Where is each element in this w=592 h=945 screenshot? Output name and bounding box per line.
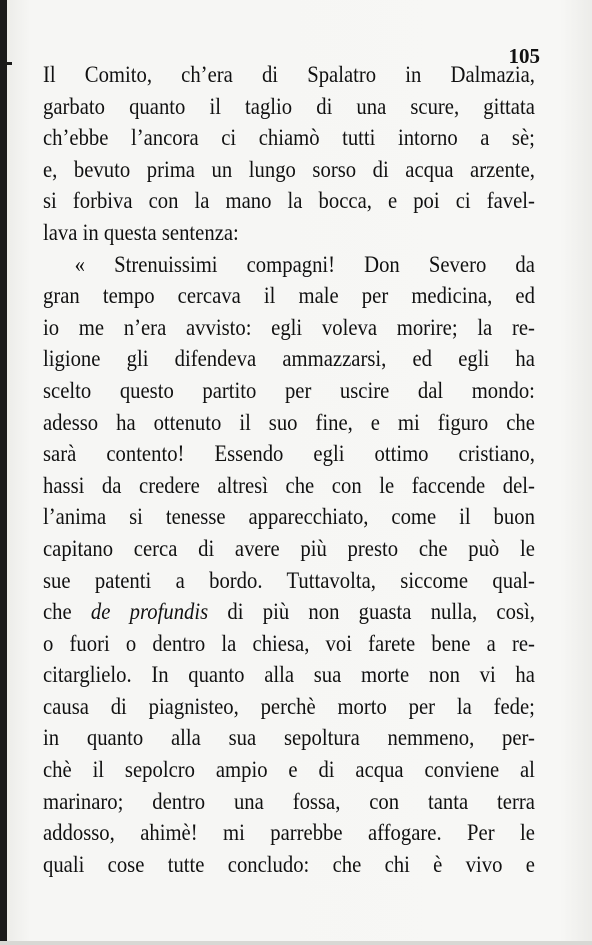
text-line: e, bevuto prima un lungo sorso di acqua arzente, [43,156,535,183]
text-line: marinaro; dentro una fossa, con tanta terra [43,788,535,815]
text-line: « Strenuissimi compagni! Don Severo da [74,251,535,278]
text-line: adesso ha ottenuto il suo fine, e mi figuro che [43,409,535,436]
text-line: addosso, ahimè! mi parrebbe affogare. Per le [43,820,535,847]
text-line: ch’ebbe l’ancora ci chiamò tutti intorno a sè; [43,125,535,152]
text-line: chè il sepolcro ampio e di acqua conviene al [43,757,535,784]
text-line: si forbiva con la mano la bocca, e poi ci favel- [43,188,535,215]
text-line: io me n’era avvisto: egli voleva morire; la re- [43,314,535,341]
text-line: in quanto alla sua sepoltura nemmeno, per- [43,725,535,752]
page-bottom-edge [0,941,592,945]
text-line: capitano cerca di avere più presto che può le [43,535,535,562]
body-text [43,60,535,881]
text-line-with-italic [43,597,535,629]
text-line: citarglielo. In quanto alla sua morte non vi ha [43,662,535,689]
text-line: garbato quanto il taglio di una scure, gittata [43,93,535,120]
italic-phrase: de profundis [90,599,209,626]
page-binding-mark [7,62,12,65]
page-binding-edge [0,0,7,945]
text-segment: di più non guasta nulla, così, [208,599,535,626]
text-line: o fuori o dentro la chiesa, voi farete bene a re- [43,630,535,657]
text-line: quali cose tutte concludo: che chi è vivo e [43,851,535,878]
text-line: gran tempo cercava il male per medicina, ed [43,283,535,310]
text-line: l’anima si tenesse apparecchiato, come il buon [43,504,535,531]
text-line: ligione gli difendeva ammazzarsi, ed egli ha [43,346,535,373]
text-line: Il Comito, ch’era di Spalatro in Dalmazia, [43,62,535,88]
page-number: 105 [508,44,540,68]
text-segment: che [43,599,91,626]
text-line: sarà contento! Essendo egli ottimo cristiano, [43,441,535,468]
text-line: causa di piagnisteo, perchè morto per la fede; [43,693,535,720]
text-line: lava in questa sentenza: [43,219,239,246]
text-line: sue patenti a bordo. Tuttavolta, siccome qual- [43,567,535,594]
text-line: hassi da credere altresì che con le faccende del- [43,472,535,499]
text-line: scelto questo partito per uscire dal mondo: [43,377,535,404]
